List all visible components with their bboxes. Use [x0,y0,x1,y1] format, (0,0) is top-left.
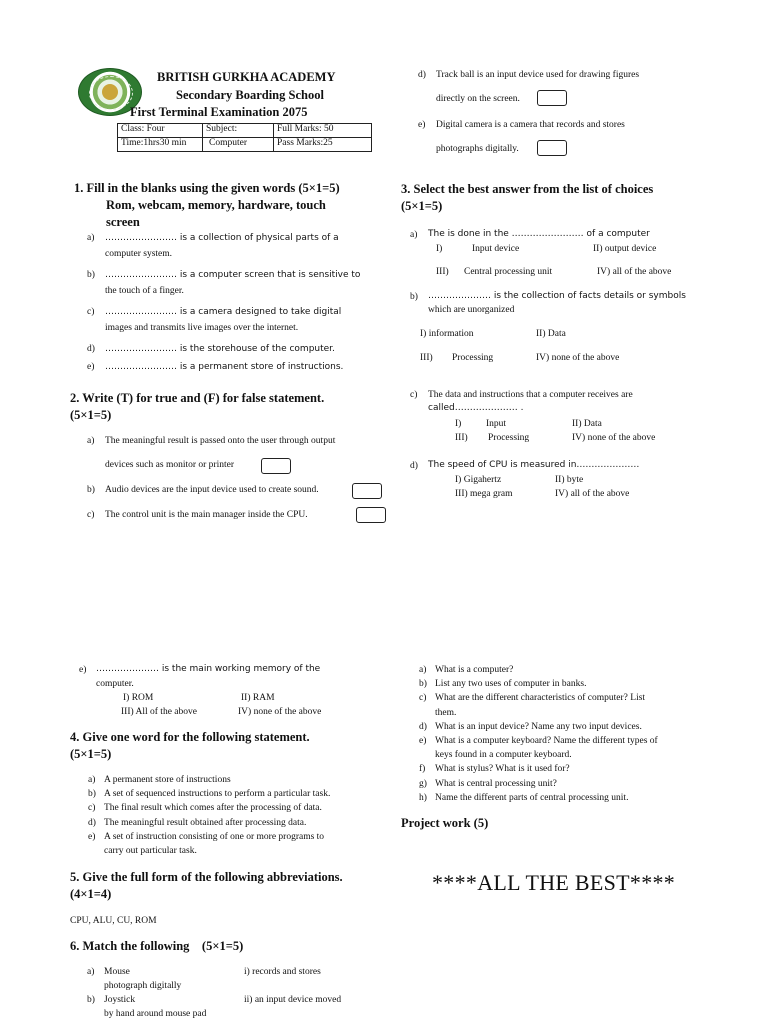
time-cell: Time:1hrs30 min [118,138,203,152]
item-marker: b) [419,679,427,690]
item-marker: c) [88,803,96,814]
q4-item-a-text: A permanent store of instructions [104,775,231,785]
q4-title: 4. Give one word for the following statement. [70,730,310,744]
q4-item-e-cont-row [88,844,378,858]
q1-heading [74,180,340,231]
q1-title: 1. Fill in the blanks using the given words (5×1=5) [74,181,340,195]
q6-a-right: i) records and stores [244,967,321,977]
item-marker: d) [419,721,427,732]
q3-e-opt1: I) ROM [123,693,154,703]
q7-item-d [419,720,719,734]
q6-title: 6. Match the following (5×1=5) [70,939,244,953]
q3-d-text: The speed of CPU is measured in………………… [428,460,640,470]
q7-item-g [419,777,719,791]
q4-item-b [88,787,378,801]
q3-e-opt2: II) RAM [241,693,275,703]
q1-item-a-text: …………………… is a collection of physical parts of a [105,233,339,243]
q4-item-e [88,830,378,844]
q7-item-e-cont: keys found in a computer keyboard. [435,750,572,761]
exam-title: First Terminal Examination 2075 [130,105,308,119]
q2-marks: (5×1=5) [70,408,112,422]
q3-b-cont: which are unorganized [428,305,515,315]
q3-a-opt2: II) output device [593,244,657,254]
q2-answer-box-d[interactable] [537,90,567,106]
q6-a-left: Mouse [104,967,130,977]
q2-item-e-marker: e) [418,120,426,130]
q3-c-opt2: II) Data [572,419,602,429]
q1-item-d-text: …………………… is the storehouse of the computer. [105,344,335,354]
q1-item-b-cont: the touch of a finger. [105,286,184,296]
q1-item-b [87,270,377,307]
item-marker: e) [87,362,95,372]
school-name: BRITISH GURKHA ACADEMY [157,70,336,84]
item-marker: c) [87,307,95,317]
item-marker: d) [87,344,95,354]
q5-marks: (4×1=4) [70,887,112,901]
q1-word-list: Rom, webcam, memory, hardware, touch [106,198,326,212]
q3-a-opt3-num: III) [436,267,449,277]
q4-marks: (5×1=5) [70,747,112,761]
q2-heading [70,390,324,424]
q3-b-marker: b) [410,292,418,302]
item-marker: a) [87,233,95,243]
q1-word-list-cont: screen [106,215,140,229]
q4-item-b-text: A set of sequenced instructions to perform a particular task. [104,789,331,800]
item-marker: f) [419,764,426,775]
q2-item-d-cont: directly on the screen. [436,94,520,104]
q2-item-a-text: The meaningful result is passed onto the user through output [105,436,336,446]
q1-item-e-text: …………………… is a permanent store of instructions. [105,362,344,372]
item-marker: e) [419,736,427,747]
q2-item-e-cont: photographs digitally. [436,144,519,154]
q7-item-f [419,762,719,776]
q3-d-opt4: IV) all of the above [555,489,630,499]
q1-item-d [87,344,377,362]
q3-b-opt4: IV) none of the above [536,353,620,363]
q6-b-left: Joystick [104,995,136,1005]
item-marker: a) [88,775,96,785]
item-marker: h) [419,792,427,803]
q3-a-opt1: Input device [472,244,520,254]
q1-item-e [87,362,377,380]
q7-item-c-cont-row [419,706,719,720]
q4-item-a [88,773,378,787]
q2-answer-box-b[interactable] [352,483,382,499]
q1-item-b-text: …………………… is a computer screen that is sensitive to [105,270,361,280]
subject-value-cell: Computer [203,138,274,152]
q3-e-opt4: IV) none of the above [238,707,322,717]
q6-a-right-cont: photograph digitally [104,981,182,991]
q2-item-e-text: Digital camera is a camera that records and stores [436,120,625,130]
q5-heading [70,869,343,903]
q5-title: 5. Give the full form of the following abbreviations. [70,870,343,884]
q2-item-b-text: Audio devices are the input device used to create sound. [105,485,319,495]
q7-item-b-text: List any two uses of computer in banks. [435,679,587,690]
q4-item-c [88,801,378,815]
q7-item-d-text: What is an input device? Name any two input devices. [435,721,642,732]
subject-label-cell: Subject: [203,124,274,138]
q3-e-cont: computer. [96,679,134,689]
q3-a-opt1-num: I) [436,244,443,254]
q3-d-opt3: III) mega gram [455,489,513,499]
q2-item-b-marker: b) [87,485,95,495]
q3-b-opt1: I) information [420,329,474,339]
item-marker: b) [87,270,95,280]
q3-c-opt1-num: I) [455,419,462,429]
q4-item-c-text: The final result which comes after the processing of data. [104,803,322,814]
q3-d-opt1: I) Gigahertz [455,475,502,485]
q6-b-marker: b) [87,995,95,1005]
q3-c-text: The data and instructions that a computer receives are [428,390,633,400]
q4-list [88,773,378,858]
q7-item-e-text: What is a computer keyboard? Name the different types of [435,736,658,747]
pass-marks-cell: Pass Marks:25 [274,138,372,152]
item-marker: b) [88,789,96,800]
q2-title: 2. Write (T) for true and (F) for false statement. [70,391,325,405]
full-marks-cell: Full Marks: 50 [274,124,372,138]
q4-item-d-text: The meaningful result obtained after processing data. [104,817,307,828]
q2-item-a-cont: devices such as monitor or printer [105,460,235,470]
q7-list [419,663,719,805]
q3-b-opt2: II) Data [536,329,566,339]
exam-info-table [117,123,372,152]
q3-e-text: ………………… is the main working memory of the [96,664,321,674]
q2-answer-box-c[interactable] [356,507,386,523]
q7-item-c-cont: them. [435,707,457,718]
q3-marks: (5×1=5) [401,199,443,213]
q2-answer-box-a[interactable] [261,458,291,474]
q7-item-f-text: What is stylus? What is it used for? [435,764,570,775]
q3-d-marker: d) [410,461,418,471]
q4-item-e-text: A set of instruction consisting of one or more programs to [104,831,325,842]
q6-b-right: ii) an input device moved [244,995,342,1005]
q7-item-e [419,734,719,748]
q1-item-c [87,307,377,344]
q3-a-opt3: Central processing unit [464,267,553,277]
q3-title: 3. Select the best answer from the list of choices [401,182,654,196]
q6-a-marker: a) [87,967,95,977]
q6-b-right-cont: by hand around mouse pad [104,1009,207,1019]
q3-c-opt3: Processing [488,433,530,443]
q3-a-text: The is done in the …………………… of a computer [428,229,650,239]
q3-c-opt1: Input [486,419,507,429]
q3-e-marker: e) [79,665,87,675]
q7-item-a [419,663,719,677]
item-marker: d) [88,817,96,828]
q2-item-a-marker: a) [87,436,95,446]
school-type: Secondary Boarding School [176,88,324,102]
q7-item-b [419,677,719,691]
item-marker: c) [419,693,427,704]
q4-heading [70,729,310,763]
q3-b-opt3: Processing [452,353,494,363]
q2-item-c-text: The control unit is the main manager inside the CPU. [105,510,308,520]
q3-e-opt3: III) All of the above [121,707,197,717]
q2-item-d-marker: d) [418,70,426,80]
q7-item-g-text: What is central processing unit? [435,778,557,789]
q1-item-c-text: …………………… is a camera designed to take digital [105,307,342,317]
q3-a-opt4: IV) all of the above [597,267,672,277]
q3-a-marker: a) [410,230,418,240]
q2-item-c-marker: c) [87,510,95,520]
logo-emblem [102,84,118,100]
q3-b-text: ………………… is the collection of facts details or symbols [428,291,686,301]
q2-answer-box-e[interactable] [537,140,567,156]
q2-item-d-text: Track ball is an input device used for drawing figures [436,70,640,80]
project-work-title: Project work (5) [401,816,489,830]
q3-c-marker: c) [410,390,418,400]
q3-b-opt3-num: III) [420,353,433,363]
q4-item-e-cont: carry out particular task. [104,846,197,857]
q1-item-c-cont: images and transmits live images over the internet. [105,323,299,333]
item-marker: e) [88,831,96,842]
q7-item-c [419,691,719,705]
q7-item-c-text: What are the different characteristics of computer? List [435,693,646,704]
q7-item-h [419,791,719,805]
q1-item-a-cont: computer system. [105,249,173,259]
q1-items [87,233,377,380]
q3-c-opt3-num: III) [455,433,468,443]
q7-item-h-text: Name the different parts of central processing unit. [435,792,629,803]
item-marker: a) [419,665,427,675]
closing-message: ****ALL THE BEST**** [432,870,676,895]
q5-terms: CPU, ALU, CU, ROM [70,916,157,926]
q3-c-cont: called………………… . [428,403,524,413]
q7-item-a-text: What is a computer? [435,665,514,675]
q3-heading [401,181,653,215]
q3-c-opt4: IV) none of the above [572,433,656,443]
item-marker: g) [419,778,427,789]
q3-d-opt2: II) byte [555,475,584,485]
class-cell: Class: Four [118,124,203,138]
q4-item-d [88,816,378,830]
q7-item-e-cont-row [419,748,719,762]
q1-item-a [87,233,377,270]
